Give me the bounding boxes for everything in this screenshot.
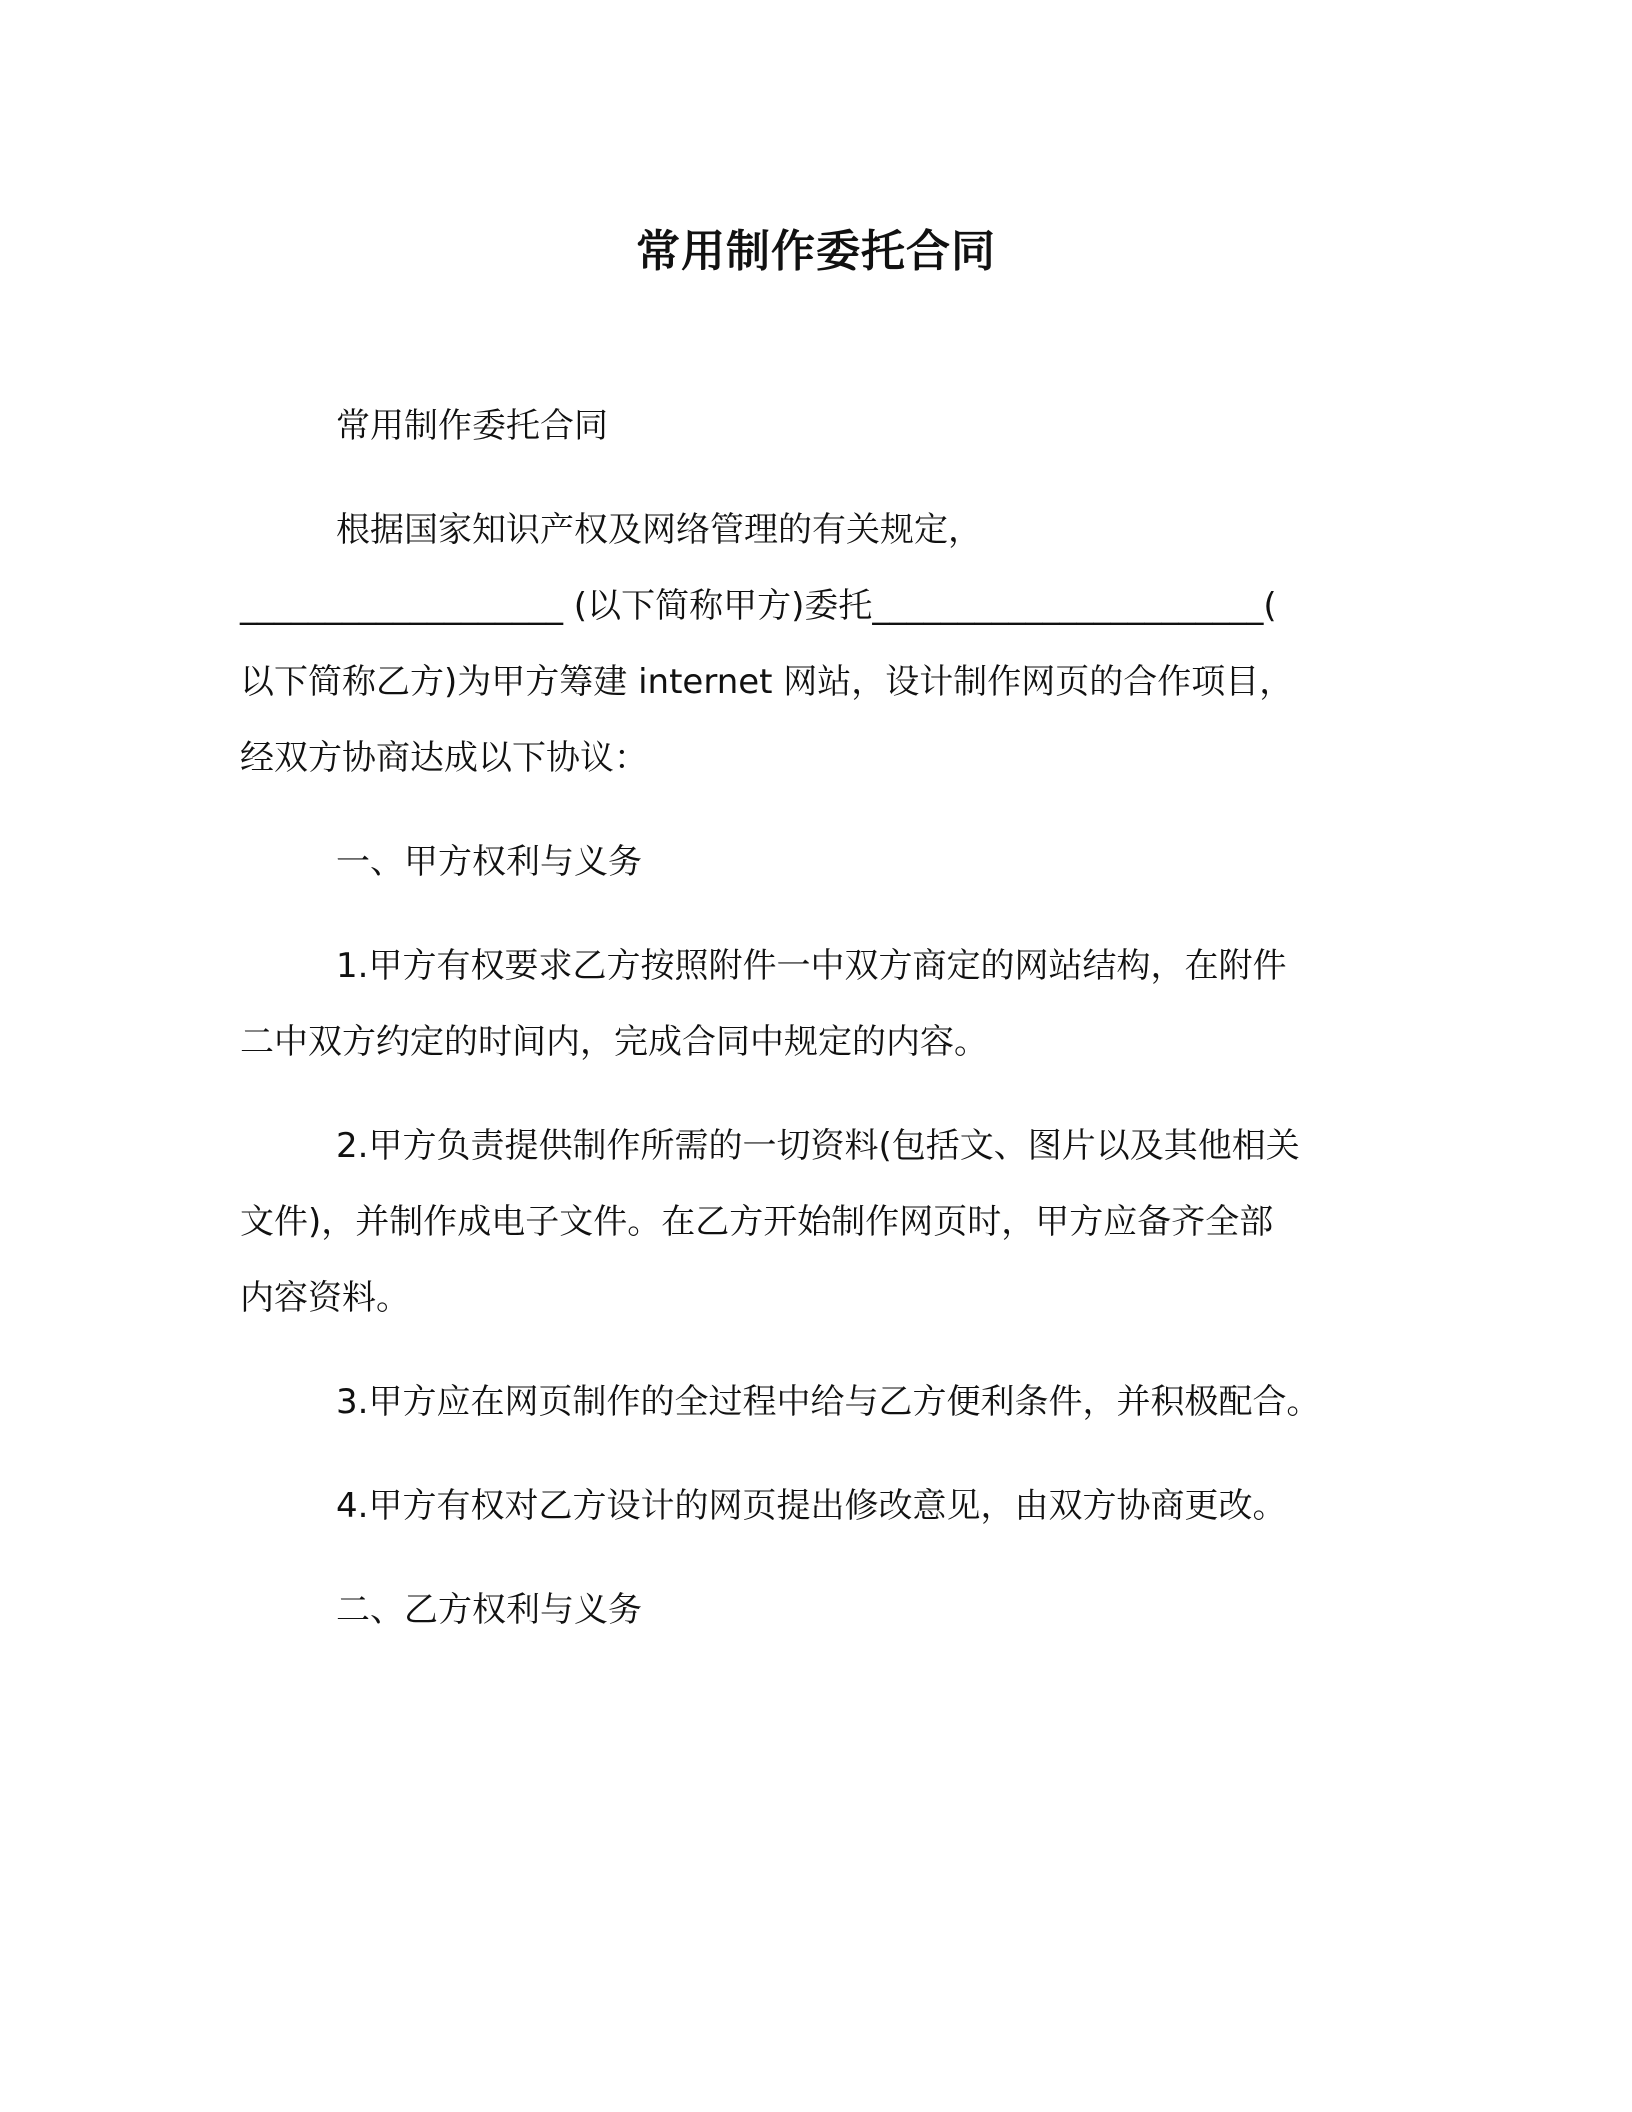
item-2-line-3: 内容资料。 <box>240 1278 410 1318</box>
document-body <box>240 388 1390 1676</box>
section-1-item-4 <box>240 1468 1390 1544</box>
item-3-line-1: 3.甲方应在网页制作的全过程中给与乙方便利条件，并积极配合。 <box>336 1382 1321 1422</box>
item-2-line-2: 文件)，并制作成电子文件。在乙方开始制作网页时，甲方应备齐全部 <box>240 1202 1274 1242</box>
item-1-line-1: 1.甲方有权要求乙方按照附件一中双方商定的网站结构，在附件 <box>336 946 1287 986</box>
section-1-item-2 <box>240 1108 1390 1336</box>
section-2-heading: 二、乙方权利与义务 <box>336 1590 642 1630</box>
item-2-line-1: 2.甲方负责提供制作所需的一切资料(包括文、图片以及其他相关 <box>336 1126 1300 1166</box>
intro-line-3: 以下简称乙方)为甲方筹建 internet 网站，设计制作网页的合作项目， <box>240 662 1294 702</box>
section-1-heading: 一、甲方权利与义务 <box>336 842 642 882</box>
contract-subtitle: 常用制作委托合同 <box>336 406 608 446</box>
intro-paragraph <box>240 492 1390 796</box>
section-1-item-1 <box>240 928 1390 1080</box>
item-1-line-2: 二中双方约定的时间内，完成合同中规定的内容。 <box>240 1022 988 1062</box>
section-1-item-3 <box>240 1364 1390 1440</box>
intro-line-2: ___________________ (以下简称甲方)委托_______________________( <box>240 586 1277 626</box>
document-title: 常用制作委托合同 <box>636 226 996 277</box>
intro-line-1: 根据国家知识产权及网络管理的有关规定， <box>336 510 982 550</box>
item-4-line-1: 4.甲方有权对乙方设计的网页提出修改意见，由双方协商更改。 <box>336 1486 1287 1526</box>
intro-line-4: 经双方协商达成以下协议： <box>240 738 648 778</box>
